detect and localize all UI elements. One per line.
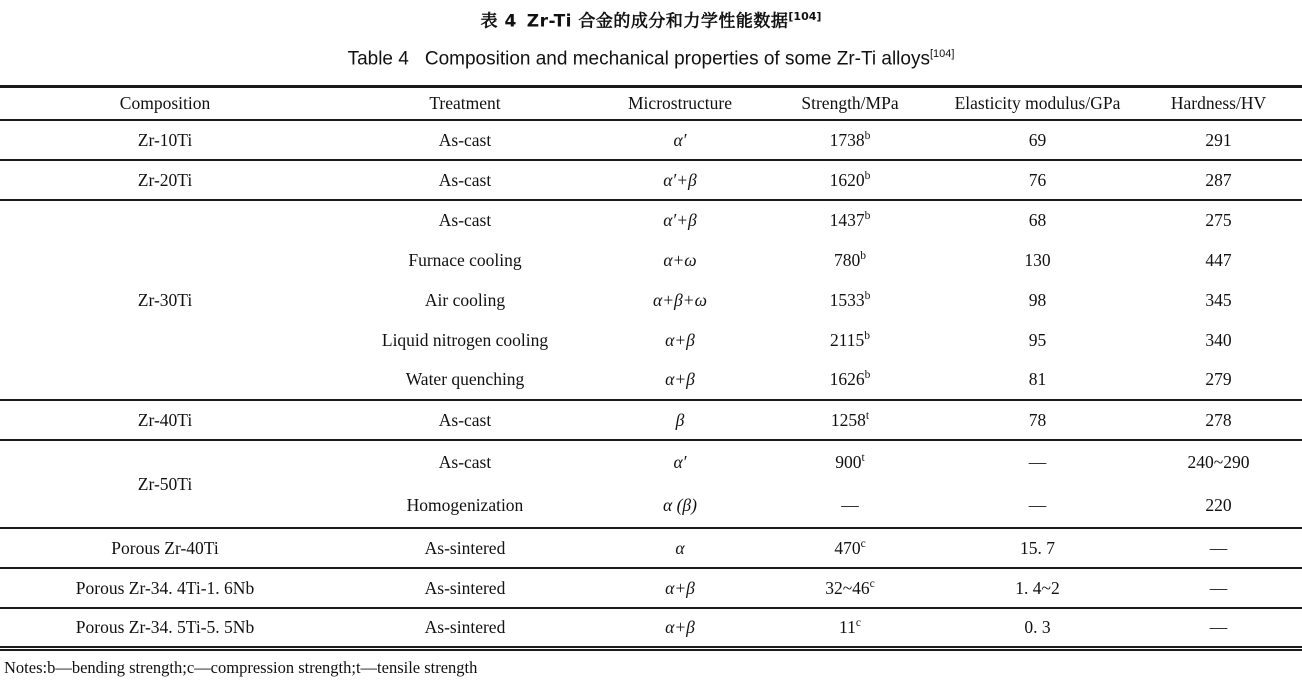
treatment-cell: Air cooling <box>424 289 506 310</box>
modulus-cell: — <box>1028 495 1047 516</box>
hardness-cell: 279 <box>1205 369 1232 390</box>
strength-note-marker: b <box>860 250 866 263</box>
alloy-properties-table <box>0 85 1302 651</box>
strength-cell: 2115$^b$ <box>829 329 871 350</box>
table-row <box>0 608 1302 648</box>
microstructure-cell: α+β <box>665 329 695 350</box>
microstructure-cell: α+ω <box>663 249 697 270</box>
column-header: Treatment <box>429 93 501 114</box>
strength-cell: 470$^c$ <box>834 537 866 558</box>
strength-cell: 1738$^b$ <box>829 129 871 150</box>
microstructure-cell: α (β) <box>663 495 697 516</box>
modulus-cell: 78 <box>1028 409 1047 430</box>
hardness-cell: 278 <box>1205 409 1232 430</box>
modulus-cell: 98 <box>1028 289 1047 310</box>
table-title-chinese <box>0 0 1302 33</box>
composition-cell: Zr-20Ti <box>137 169 193 190</box>
strength-note-marker: b <box>864 170 871 183</box>
strength-cell: — <box>841 495 859 516</box>
column-header: Microstructure <box>628 93 732 114</box>
strength-cell: 1626$^b$ <box>829 369 871 390</box>
strength-cell: 900$^t$ <box>835 452 865 473</box>
composition-cell: Zr-40Ti <box>137 409 193 430</box>
table-row <box>0 528 1302 568</box>
citation-ref-english: [104] <box>929 47 955 60</box>
table-row <box>0 400 1302 440</box>
strength-note-marker: b <box>864 369 871 382</box>
table-notes: Notes:b—bending strength;c—compression strength;t—tensile strength <box>4 657 478 677</box>
strength-note-marker: c <box>855 617 861 630</box>
microstructure-cell: α+β <box>665 577 695 598</box>
hardness-cell: 287 <box>1205 169 1232 190</box>
strength-note-marker: t <box>861 452 865 465</box>
strength-note-marker: c <box>869 578 875 591</box>
microstructure-cell: α′+β <box>663 169 697 190</box>
strength-cell: 1258$^t$ <box>830 409 870 430</box>
modulus-cell: 69 <box>1028 129 1047 150</box>
strength-note-marker: b <box>864 290 871 303</box>
table-row <box>0 200 1302 240</box>
column-header: Strength/MPa <box>801 93 899 114</box>
strength-cell: 11$^c$ <box>839 617 861 638</box>
strength-note-marker: c <box>860 538 866 551</box>
strength-note-marker: t <box>865 410 870 423</box>
hardness-cell: 345 <box>1205 289 1232 310</box>
microstructure-cell: β <box>675 409 685 430</box>
composition-cell: Porous Zr-34. 5Ti-5. 5Nb <box>75 617 255 638</box>
composition-cell: Porous Zr-40Ti <box>111 537 219 558</box>
column-header: Elasticity modulus/GPa <box>954 93 1121 114</box>
hardness-cell: 275 <box>1205 210 1232 231</box>
modulus-cell: 76 <box>1028 169 1047 190</box>
treatment-cell: Homogenization <box>406 495 524 516</box>
microstructure-cell: α′+β <box>663 210 697 231</box>
table-row <box>0 440 1302 484</box>
header-row <box>0 86 1302 120</box>
table-header <box>0 86 1302 120</box>
hardness-cell: 220 <box>1205 495 1232 516</box>
table-title-english-text: Composition and mechanical properties of some Zr-Ti alloys <box>424 47 930 69</box>
treatment-cell: As-sintered <box>424 537 506 558</box>
hardness-cell: 291 <box>1205 129 1232 150</box>
microstructure-cell: α+β+ω <box>653 289 707 310</box>
modulus-cell: 95 <box>1028 329 1047 350</box>
table-body <box>0 120 1302 648</box>
modulus-cell: 130 <box>1024 249 1051 270</box>
modulus-cell: — <box>1028 452 1047 473</box>
strength-note-marker: b <box>864 130 871 143</box>
modulus-cell: 15. 7 <box>1020 537 1055 558</box>
strength-cell: 1533$^b$ <box>829 289 871 310</box>
microstructure-cell: α <box>675 537 685 558</box>
hardness-cell: 447 <box>1205 249 1232 270</box>
table-label-chinese: 表 4 <box>480 11 517 32</box>
table-label-english: Table 4 <box>347 47 409 69</box>
hardness-cell: 240~290 <box>1187 452 1250 473</box>
strength-cell: 1437$^b$ <box>829 210 871 231</box>
treatment-cell: As-cast <box>438 210 492 231</box>
treatment-cell: Liquid nitrogen cooling <box>381 329 549 350</box>
hardness-cell: — <box>1209 537 1228 558</box>
treatment-cell: As-cast <box>438 409 492 430</box>
treatment-cell: As-cast <box>438 169 492 190</box>
composition-cell: Zr-50Ti <box>137 473 193 494</box>
composition-cell: Zr-10Ti <box>137 129 193 150</box>
modulus-cell: 68 <box>1028 210 1047 231</box>
table-title-chinese-text: Zr-Ti 合金的成分和力学性能数据 <box>526 11 789 32</box>
treatment-cell: Furnace cooling <box>408 249 522 270</box>
microstructure-cell: α′ <box>673 452 687 473</box>
strength-cell: 780$^b$ <box>834 249 866 270</box>
treatment-cell: Water quenching <box>405 369 525 390</box>
strength-cell: 1620$^b$ <box>829 169 871 190</box>
treatment-cell: As-sintered <box>424 577 506 598</box>
table-row <box>0 120 1302 160</box>
hardness-cell: — <box>1209 577 1228 598</box>
composition-cell: Zr-30Ti <box>137 289 193 310</box>
treatment-cell: As-cast <box>438 129 492 150</box>
treatment-cell: As-sintered <box>424 617 506 638</box>
microstructure-cell: α′ <box>673 129 687 150</box>
table-row <box>0 568 1302 608</box>
microstructure-cell: α+β <box>665 369 695 390</box>
treatment-cell: As-cast <box>438 452 492 473</box>
column-header: Composition <box>119 93 211 114</box>
hardness-cell: 340 <box>1205 329 1232 350</box>
table-row <box>0 160 1302 200</box>
modulus-cell: 0. 3 <box>1024 617 1051 638</box>
column-header: Hardness/HV <box>1170 93 1267 114</box>
strength-note-marker: b <box>864 210 871 223</box>
microstructure-cell: α+β <box>665 617 695 638</box>
strength-note-marker: b <box>864 330 871 343</box>
citation-ref-chinese: [104] <box>788 10 822 23</box>
table-title-english <box>0 43 1302 70</box>
composition-cell: Porous Zr-34. 4Ti-1. 6Nb <box>75 577 255 598</box>
strength-cell: 32~46$^c$ <box>825 577 875 598</box>
modulus-cell: 81 <box>1028 369 1047 390</box>
hardness-cell: — <box>1209 617 1228 638</box>
modulus-cell: 1. 4~2 <box>1015 577 1060 598</box>
